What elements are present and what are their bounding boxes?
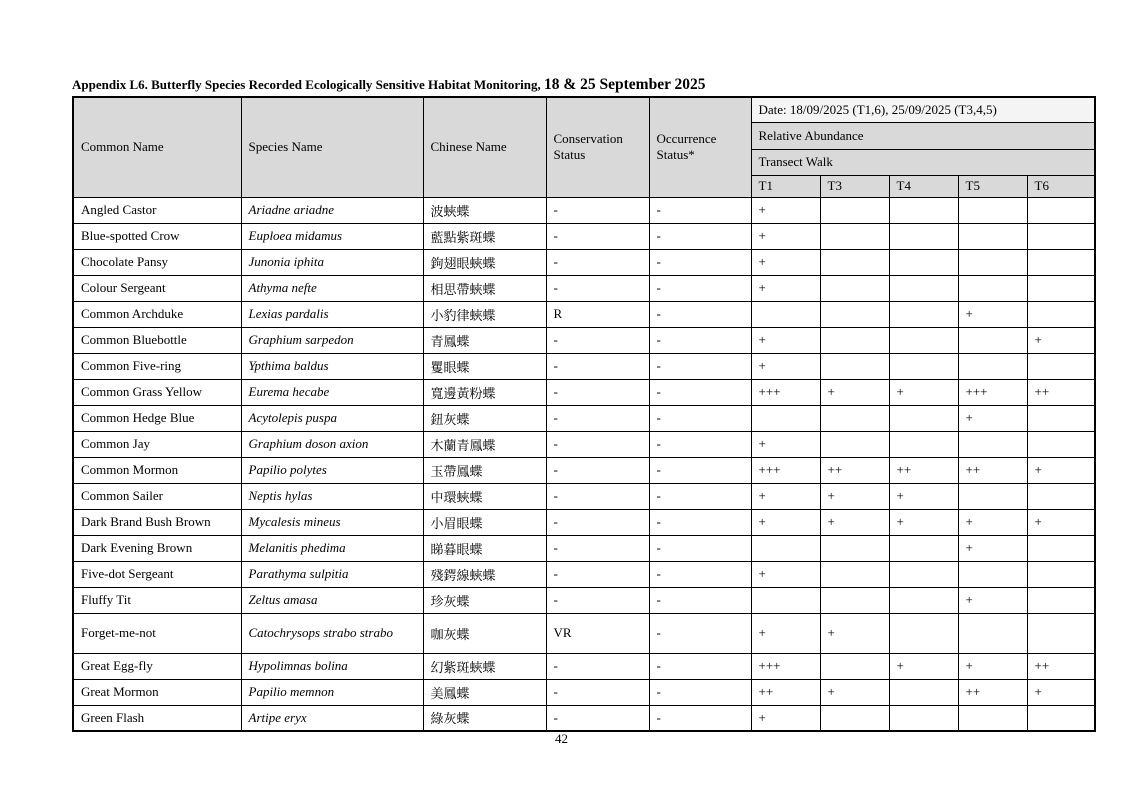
abundance-t1-cell: + [751,431,820,457]
header-transect-t6: T6 [1027,175,1095,197]
abundance-t6-cell [1027,405,1095,431]
abundance-t3-cell [820,353,889,379]
common-name-cell: Common Sailer [73,483,241,509]
species-name-cell: Graphium doson axion [241,431,423,457]
conservation-status-cell: R [546,301,649,327]
abundance-t6-cell: ++ [1027,379,1095,405]
occurrence-status-cell: - [649,705,751,731]
abundance-t4-cell: + [889,509,958,535]
species-name-cell: Acytolepis puspa [241,405,423,431]
abundance-t3-cell [820,249,889,275]
chinese-name-cell: 睇暮眼蝶 [423,535,546,561]
table-row [73,379,1095,405]
abundance-t5-cell: +++ [958,379,1027,405]
abundance-t6-cell [1027,249,1095,275]
common-name-cell: Great Mormon [73,679,241,705]
species-name-cell: Artipe eryx [241,705,423,731]
conservation-status-cell: - [546,705,649,731]
conservation-status-cell: - [546,587,649,613]
abundance-t5-cell: ++ [958,457,1027,483]
species-name-cell: Lexias pardalis [241,301,423,327]
abundance-t4-cell [889,327,958,353]
butterfly-species-table [72,96,1096,732]
abundance-t5-cell [958,561,1027,587]
abundance-t6-cell [1027,587,1095,613]
table-row [73,653,1095,679]
species-name-cell: Athyma nefte [241,275,423,301]
abundance-t3-cell [820,653,889,679]
species-name-cell: Parathyma sulpitia [241,561,423,587]
abundance-t6-cell [1027,705,1095,731]
occurrence-status-cell: - [649,457,751,483]
table-row [73,431,1095,457]
abundance-t1-cell: + [751,197,820,223]
abundance-t1-cell: +++ [751,457,820,483]
common-name-cell: Great Egg-fly [73,653,241,679]
occurrence-status-cell: - [649,197,751,223]
common-name-cell: Common Archduke [73,301,241,327]
abundance-t4-cell [889,535,958,561]
common-name-cell: Blue-spotted Crow [73,223,241,249]
conservation-status-cell: - [546,275,649,301]
abundance-t1-cell: + [751,483,820,509]
table-row [73,483,1095,509]
table-row [73,405,1095,431]
abundance-t6-cell: + [1027,457,1095,483]
chinese-name-cell: 鉤翅眼蛺蝶 [423,249,546,275]
abundance-t5-cell [958,223,1027,249]
common-name-cell: Green Flash [73,705,241,731]
abundance-t3-cell: + [820,613,889,653]
conservation-status-cell: - [546,457,649,483]
abundance-t3-cell: + [820,679,889,705]
abundance-t3-cell: + [820,483,889,509]
table-row [73,353,1095,379]
abundance-t4-cell [889,587,958,613]
species-name-cell: Melanitis phedima [241,535,423,561]
conservation-status-cell: VR [546,613,649,653]
species-name-cell: Junonia iphita [241,249,423,275]
conservation-status-cell: - [546,509,649,535]
abundance-t3-cell [820,561,889,587]
abundance-t1-cell [751,405,820,431]
occurrence-status-cell: - [649,587,751,613]
abundance-t5-cell [958,197,1027,223]
abundance-t6-cell [1027,483,1095,509]
abundance-t5-cell [958,431,1027,457]
abundance-t6-cell: + [1027,509,1095,535]
abundance-t6-cell [1027,223,1095,249]
chinese-name-cell: 綠灰蝶 [423,705,546,731]
abundance-t3-cell [820,535,889,561]
abundance-t1-cell: + [751,327,820,353]
chinese-name-cell: 咖灰蝶 [423,613,546,653]
species-name-cell: Zeltus amasa [241,587,423,613]
title-prefix: Appendix L6. Butterfly Species Recorded Ecologically Sensitive Habitat Monitoring, [72,77,544,92]
abundance-t6-cell [1027,431,1095,457]
header-occurrence-status: Occurrence Status* [649,97,751,197]
abundance-t4-cell [889,705,958,731]
species-name-cell: Ariadne ariadne [241,197,423,223]
abundance-t4-cell [889,679,958,705]
page-title [72,76,706,94]
chinese-name-cell: 殘鍔線蛺蝶 [423,561,546,587]
table-header [73,97,1095,197]
table-row [73,249,1095,275]
abundance-t5-cell: + [958,535,1027,561]
abundance-t1-cell: + [751,275,820,301]
occurrence-status-cell: - [649,223,751,249]
header-transect-t1: T1 [751,175,820,197]
table-row [73,327,1095,353]
species-name-cell: Papilio polytes [241,457,423,483]
species-name-cell: Euploea midamus [241,223,423,249]
occurrence-status-cell: - [649,353,751,379]
species-name-cell: Graphium sarpedon [241,327,423,353]
conservation-status-cell: - [546,679,649,705]
chinese-name-cell: 木蘭青鳳蝶 [423,431,546,457]
abundance-t3-cell [820,405,889,431]
abundance-t5-cell: + [958,301,1027,327]
abundance-t1-cell: ++ [751,679,820,705]
occurrence-status-cell: - [649,679,751,705]
common-name-cell: Five-dot Sergeant [73,561,241,587]
chinese-name-cell: 鈕灰蝶 [423,405,546,431]
occurrence-status-cell: - [649,509,751,535]
occurrence-status-cell: - [649,301,751,327]
table-row [73,509,1095,535]
occurrence-status-cell: - [649,275,751,301]
abundance-t5-cell: + [958,587,1027,613]
occurrence-status-cell: - [649,653,751,679]
table-row [73,301,1095,327]
page-number: 42 [555,731,568,746]
common-name-cell: Dark Evening Brown [73,535,241,561]
table-row [73,587,1095,613]
occurrence-status-cell: - [649,379,751,405]
conservation-status-cell: - [546,405,649,431]
header-transect-t4: T4 [889,175,958,197]
conservation-status-cell: - [546,249,649,275]
common-name-cell: Common Jay [73,431,241,457]
abundance-t6-cell [1027,301,1095,327]
table-row [73,275,1095,301]
abundance-t5-cell: + [958,653,1027,679]
abundance-t4-cell [889,613,958,653]
abundance-t1-cell: + [751,353,820,379]
chinese-name-cell: 矍眼蝶 [423,353,546,379]
abundance-t3-cell [820,705,889,731]
chinese-name-cell: 玉帶鳳蝶 [423,457,546,483]
abundance-t6-cell [1027,197,1095,223]
abundance-t3-cell: + [820,379,889,405]
abundance-t5-cell: + [958,405,1027,431]
chinese-name-cell: 波蛺蝶 [423,197,546,223]
occurrence-status-cell: - [649,483,751,509]
occurrence-status-cell: - [649,535,751,561]
chinese-name-cell: 中環蛺蝶 [423,483,546,509]
abundance-t4-cell [889,275,958,301]
table-row [73,705,1095,731]
table-row [73,679,1095,705]
common-name-cell: Common Hedge Blue [73,405,241,431]
abundance-t4-cell: ++ [889,457,958,483]
abundance-t6-cell [1027,561,1095,587]
occurrence-status-cell: - [649,561,751,587]
species-name-cell: Mycalesis mineus [241,509,423,535]
table-row [73,613,1095,653]
abundance-t5-cell [958,353,1027,379]
header-species-name: Species Name [241,97,423,197]
abundance-t6-cell: ++ [1027,653,1095,679]
abundance-t1-cell [751,535,820,561]
abundance-t3-cell [820,327,889,353]
common-name-cell: Colour Sergeant [73,275,241,301]
species-name-cell: Ypthima baldus [241,353,423,379]
abundance-t3-cell [820,431,889,457]
abundance-t3-cell [820,275,889,301]
abundance-t4-cell: + [889,379,958,405]
abundance-t6-cell [1027,353,1095,379]
table-row [73,535,1095,561]
abundance-t1-cell [751,301,820,327]
conservation-status-cell: - [546,379,649,405]
species-table-body [73,197,1095,731]
common-name-cell: Common Mormon [73,457,241,483]
conservation-status-cell: - [546,353,649,379]
header-conservation-status: Conservation Status [546,97,649,197]
abundance-t5-cell [958,249,1027,275]
abundance-t4-cell [889,353,958,379]
abundance-t1-cell: + [751,613,820,653]
header-transect-t3: T3 [820,175,889,197]
chinese-name-cell: 美鳳蝶 [423,679,546,705]
occurrence-status-cell: - [649,249,751,275]
chinese-name-cell: 相思帶蛺蝶 [423,275,546,301]
abundance-t3-cell: ++ [820,457,889,483]
conservation-status-cell: - [546,653,649,679]
header-chinese-name: Chinese Name [423,97,546,197]
abundance-t5-cell [958,705,1027,731]
abundance-t1-cell: + [751,249,820,275]
chinese-name-cell: 青鳳蝶 [423,327,546,353]
abundance-t4-cell [889,561,958,587]
header-common-name: Common Name [73,97,241,197]
abundance-t4-cell [889,301,958,327]
abundance-t3-cell [820,197,889,223]
chinese-name-cell: 幻紫斑蛺蝶 [423,653,546,679]
occurrence-status-cell: - [649,405,751,431]
chinese-name-cell: 小眉眼蝶 [423,509,546,535]
header-transect-t5: T5 [958,175,1027,197]
abundance-t6-cell: + [1027,327,1095,353]
table-row [73,457,1095,483]
species-name-cell: Catochrysops strabo strabo [241,613,423,653]
common-name-cell: Common Five-ring [73,353,241,379]
chinese-name-cell: 小豹律蛺蝶 [423,301,546,327]
common-name-cell: Fluffy Tit [73,587,241,613]
abundance-t5-cell [958,275,1027,301]
abundance-t1-cell: + [751,705,820,731]
chinese-name-cell: 藍點紫斑蝶 [423,223,546,249]
common-name-cell: Common Bluebottle [73,327,241,353]
species-name-cell: Papilio memnon [241,679,423,705]
abundance-t6-cell [1027,535,1095,561]
header-transect-walk: Transect Walk [751,149,1095,175]
abundance-t6-cell: + [1027,679,1095,705]
conservation-status-cell: - [546,561,649,587]
abundance-t3-cell [820,223,889,249]
abundance-t3-cell: + [820,509,889,535]
abundance-t6-cell [1027,613,1095,653]
abundance-t3-cell [820,301,889,327]
common-name-cell: Angled Castor [73,197,241,223]
species-name-cell: Neptis hylas [241,483,423,509]
abundance-t4-cell: + [889,653,958,679]
abundance-t1-cell [751,587,820,613]
abundance-t4-cell [889,223,958,249]
species-name-cell: Eurema hecabe [241,379,423,405]
conservation-status-cell: - [546,197,649,223]
conservation-status-cell: - [546,431,649,457]
chinese-name-cell: 寬邊黃粉蝶 [423,379,546,405]
abundance-t1-cell: +++ [751,653,820,679]
abundance-t1-cell: + [751,509,820,535]
common-name-cell: Chocolate Pansy [73,249,241,275]
common-name-cell: Dark Brand Bush Brown [73,509,241,535]
table-row [73,197,1095,223]
abundance-t4-cell [889,197,958,223]
species-name-cell: Hypolimnas bolina [241,653,423,679]
abundance-t1-cell: + [751,223,820,249]
occurrence-status-cell: - [649,431,751,457]
table-row [73,223,1095,249]
abundance-t4-cell [889,431,958,457]
common-name-cell: Forget-me-not [73,613,241,653]
abundance-t6-cell [1027,275,1095,301]
conservation-status-cell: - [546,483,649,509]
conservation-status-cell: - [546,223,649,249]
abundance-t4-cell [889,249,958,275]
abundance-t5-cell [958,483,1027,509]
abundance-t1-cell: + [751,561,820,587]
occurrence-status-cell: - [649,613,751,653]
header-relative-abundance: Relative Abundance [751,122,1095,149]
conservation-status-cell: - [546,327,649,353]
occurrence-status-cell: - [649,327,751,353]
abundance-t3-cell [820,587,889,613]
abundance-t4-cell: + [889,483,958,509]
header-date: Date: 18/09/2025 (T1,6), 25/09/2025 (T3,4,5) [751,97,1095,122]
table-row [73,561,1095,587]
abundance-t5-cell [958,327,1027,353]
abundance-t4-cell [889,405,958,431]
abundance-t5-cell: ++ [958,679,1027,705]
chinese-name-cell: 珍灰蝶 [423,587,546,613]
abundance-t5-cell [958,613,1027,653]
common-name-cell: Common Grass Yellow [73,379,241,405]
conservation-status-cell: - [546,535,649,561]
abundance-t1-cell: +++ [751,379,820,405]
title-date: 18 & 25 September 2025 [543,76,706,93]
abundance-t5-cell: + [958,509,1027,535]
